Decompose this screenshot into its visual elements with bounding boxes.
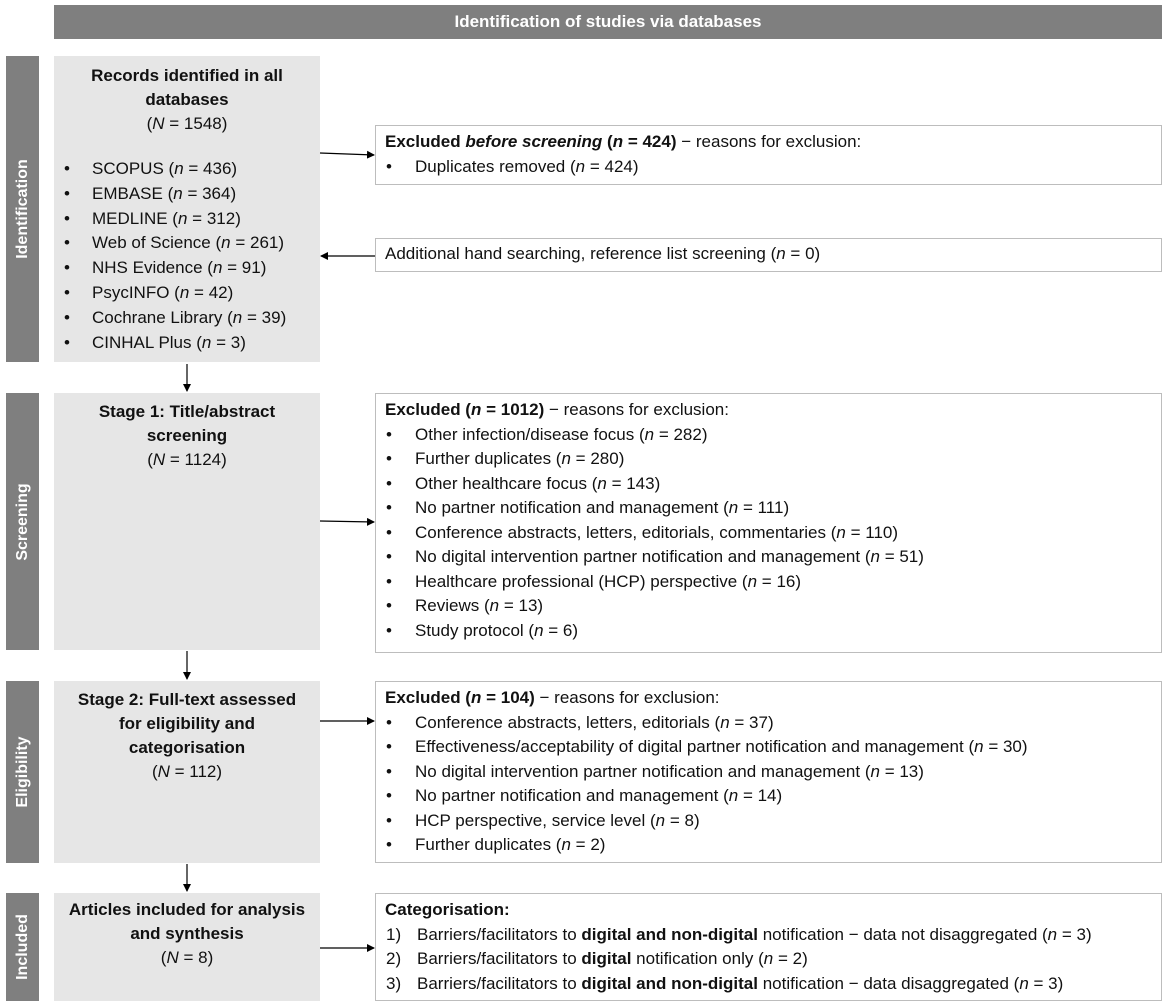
list-item: • Web of Science (n = 261): [54, 231, 320, 256]
list-item: • HCP perspective, service level (n = 8): [385, 809, 1152, 834]
stage2-excluded-title: Excluded (n = 104) − reasons for exclusion:: [385, 688, 720, 707]
list-item: • Healthcare professional (HCP) perspective (n = 16): [385, 570, 1152, 595]
stage2-title: Stage 2: Full-text assessed for eligibility and categorisation: [77, 690, 297, 757]
phase-screening: Screening: [6, 393, 39, 650]
list-item: • NHS Evidence (n = 91): [54, 256, 320, 281]
list-item: • Reviews (n = 13): [385, 594, 1152, 619]
records-identified-box: [54, 56, 320, 362]
categorisation-title: Categorisation:: [385, 900, 510, 919]
stage2-count: (N = 112): [151, 762, 223, 781]
list-item: • Conference abstracts, letters, editorials (n = 37): [385, 711, 1152, 736]
arrow-to-stage1-excluded: [320, 521, 374, 522]
list-item: • Study protocol (n = 6): [385, 619, 1152, 644]
included-count: (N = 8): [160, 948, 214, 967]
list-item: • Conference abstracts, letters, editorials, commentaries (n = 110): [385, 521, 1152, 546]
list-item: • Other healthcare focus (n = 143): [385, 472, 1152, 497]
included-title: Articles included for analysis and synthesis: [68, 900, 306, 943]
list-item: 3) Barriers/facilitators to digital and non-digital notification − data disaggregated (n = 3): [386, 973, 1064, 993]
stage2-excluded-box: [375, 681, 1162, 863]
list-item: • Further duplicates (n = 280): [385, 447, 1152, 472]
list-item: 1) Barriers/facilitators to digital and non-digital notification − data not disaggregated (n = 3): [386, 924, 1092, 944]
stage1-excluded-box: [375, 393, 1162, 653]
stage1-count: (N = 1124): [147, 450, 227, 469]
list-item: • CINHAL Plus (n = 3): [54, 331, 320, 356]
phase-identification: Identification: [6, 56, 39, 362]
list-item: • No digital intervention partner notification and management (n = 13): [385, 760, 1152, 785]
included-box: [54, 893, 320, 1001]
list-item: • No partner notification and management (n = 111): [385, 496, 1152, 521]
categorisation-box: [375, 893, 1162, 1001]
phase-eligibility: Eligibility: [6, 681, 39, 863]
header-title: Identification of studies via databases: [454, 12, 762, 31]
stage1-excluded-title: Excluded (n = 1012) − reasons for exclusion:: [385, 400, 729, 419]
list-item: • Cochrane Library (n = 39): [54, 306, 320, 331]
list-item: • SCOPUS (n = 436): [54, 157, 320, 182]
stage1-screening-box: [54, 393, 320, 650]
list-item: • Other infection/disease focus (n = 282): [385, 423, 1152, 448]
stage1-title: Stage 1: Title/abstract screening: [98, 402, 276, 445]
list-item: • MEDLINE (n = 312): [54, 207, 320, 232]
excluded-before-screening-box: [375, 125, 1162, 185]
list-item: • No digital intervention partner notification and management (n = 51): [385, 545, 1152, 570]
list-item: • No partner notification and management (n = 14): [385, 784, 1152, 809]
additional-searching-box: Additional hand searching, reference list screening (n = 0): [375, 238, 1162, 272]
records-identified-count: (N = 1548): [146, 114, 228, 133]
database-list: [54, 157, 320, 355]
list-item: • Effectiveness/acceptability of digital partner notification and management (n = 30): [385, 735, 1152, 760]
list-item: • Further duplicates (n = 2): [385, 833, 1152, 858]
stage2-eligibility-box: [54, 681, 320, 863]
header-bar: [54, 5, 1162, 39]
list-item: • PsycINFO (n = 42): [54, 281, 320, 306]
records-identified-title: Records identified in all databases: [91, 66, 283, 109]
arrow-to-excluded-before: [320, 153, 374, 155]
list-item: • Duplicates removed (n = 424): [385, 155, 1152, 180]
list-item: 2) Barriers/facilitators to digital notification only (n = 2): [386, 949, 808, 968]
phase-included: Included: [6, 893, 39, 1001]
excluded-before-title: Excluded before screening (n = 424) − reasons for exclusion:: [385, 132, 862, 151]
list-item: • EMBASE (n = 364): [54, 182, 320, 207]
